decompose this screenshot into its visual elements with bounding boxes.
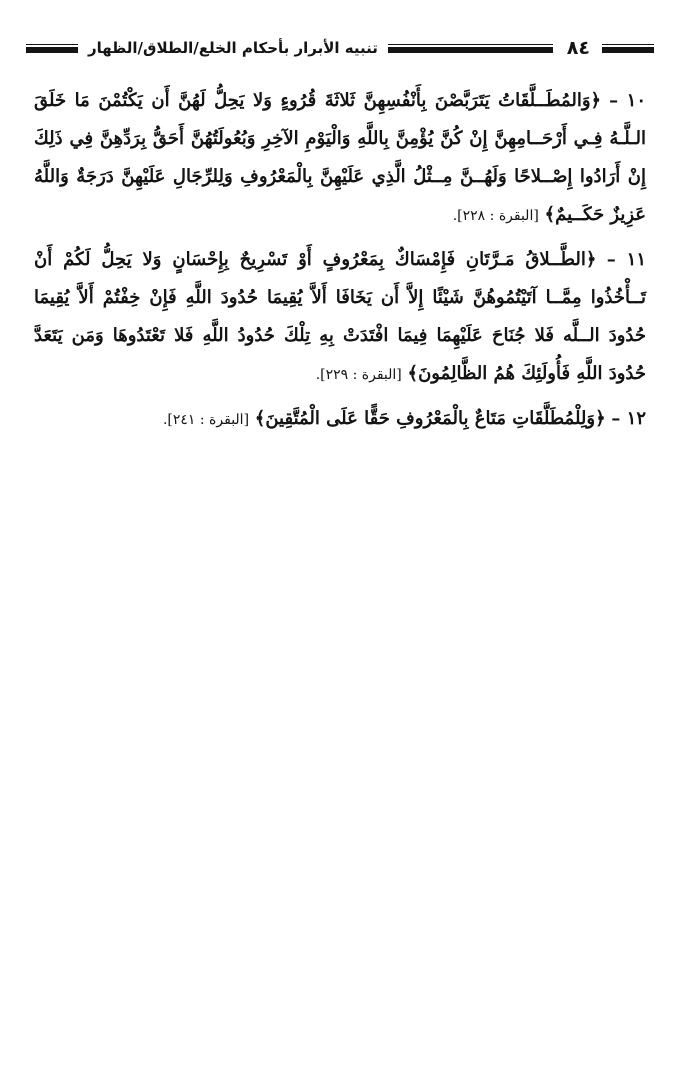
verse-citation: [البقرة : ٢٤١].	[162, 412, 250, 428]
page-header	[26, 30, 654, 66]
entry-12	[34, 400, 646, 439]
entry-number: ١٢ –	[611, 408, 646, 429]
entry-10	[34, 82, 646, 235]
entry-number: ١٠ –	[609, 90, 646, 111]
entry-number: ١١ –	[606, 249, 646, 270]
quran-verse: ﴿وَلِلْمُطَلَّقَاتِ مَتَاعٌ بِالْمَعْرُوفِ حَقًّا عَلَى الْمُتَّقِينَ﴾	[254, 408, 606, 429]
header-rule-right	[602, 44, 654, 53]
page-number: ٨٤	[566, 37, 590, 59]
entry-11	[34, 241, 646, 394]
quran-verse: ﴿وَالمُطَــلَّقَاتُ يَتَرَبَّصْنَ بِأَنْفُسِهِنَّ ثَلاثَةَ قُرُوءٍ وَلا يَحِلُّ لَهُنَّ أَن يَكْتُمْنَ مَا خَلَقَ الـلَّـهُ فِـي أَرْحَــامِهِنَّ إِنْ كُنَّ يُؤْمِنَّ بِاللَّهِ وَالْيَوْمِ الآخِرِ وَبُعُولَتُهُنَّ أَحَقُّ بِرَدِّهِنَّ فِي ذَلِكَ إِنْ أَرَادُوا إِصْــلاحًا وَلَهُــنَّ مِــثْلُ الَّذِي عَلَيْهِنَّ بِالْمَعْرُوفِ وَلِلرِّجَالِ عَلَيْهِنَّ دَرَجَةٌ وَاللَّهُ عَزِيزٌ حَكَــيمٌ﴾	[34, 90, 646, 225]
verse-citation: [البقرة : ٢٢٨].	[452, 208, 539, 224]
header-rule-left	[26, 44, 78, 53]
running-title: تنبيه الأبرار بأحكام الخلع/الطلاق/الظهار	[88, 39, 378, 57]
header-rule-middle	[388, 44, 553, 53]
verse-citation: [البقرة : ٢٢٩].	[315, 367, 402, 383]
page-body	[34, 82, 646, 445]
quran-verse: ﴿الطَّــلاقُ مَـرَّتَانِ فَإِمْسَاكٌ بِمَعْرُوفٍ أَوْ تَسْرِيحٌ بِإِحْسَانٍ وَلا يَحِلُّ لَكُمْ أَنْ تَــأْخُذُوا مِمَّــا آتَيْتُمُوهُنَّ شَيْئًا إِلاَّ أَن يَخَافَا أَلاَّ يُقِيمَا حُدُودَ اللَّهِ فَإِنْ خِفْتُمْ أَلاَّ يُقِيمَا حُدُودَ الــلَّه فَلا جُنَاحَ عَلَيْهِمَا فِيمَا افْتَدَتْ بِهِ تِلْكَ حُدُودُ اللَّهِ فَلا تَعْتَدُوهَا وَمَن يَتَعَدَّ حُدُودَ اللَّهِ فَأُولَئِكَ هُمُ الظَّالِمُونَ﴾	[34, 249, 646, 384]
